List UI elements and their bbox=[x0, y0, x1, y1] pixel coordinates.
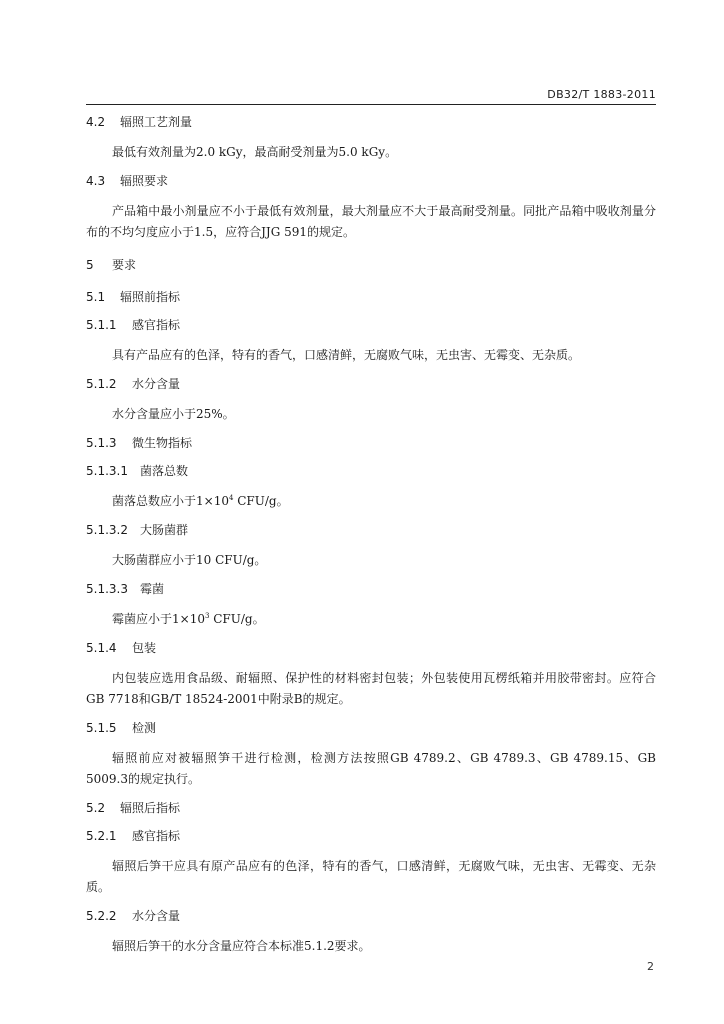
heading-5-1-3 bbox=[86, 435, 656, 451]
section-title: 大肠菌群 bbox=[140, 523, 189, 537]
paragraph-5-2-2: 辐照后笋干的水分含量应符合本标准5.1.2要求。 bbox=[112, 939, 371, 953]
section-title: 要求 bbox=[112, 258, 137, 272]
heading-4-2 bbox=[86, 114, 656, 130]
section-number: 5.1.4 bbox=[86, 641, 117, 655]
paragraph-4-2: 最低有效剂量为2.0 kGy，最高耐受剂量为5.0 kGy。 bbox=[112, 145, 398, 159]
heading-5-1-2 bbox=[86, 376, 656, 392]
paragraph-5-1-3-3 bbox=[86, 609, 656, 630]
text-part: 菌落总数应小于1×10 bbox=[112, 494, 229, 508]
heading-5-1-3-1 bbox=[86, 463, 656, 479]
section-title: 霉菌 bbox=[140, 582, 165, 596]
section-number: 5.1.2 bbox=[86, 377, 117, 391]
section-title: 检测 bbox=[132, 721, 157, 735]
heading-5-2-1 bbox=[86, 828, 656, 844]
text-part: CFU/g。 bbox=[209, 612, 265, 626]
text-part: 霉菌应小于1×10 bbox=[112, 612, 205, 626]
section-title: 微生物指标 bbox=[132, 436, 193, 450]
section-title: 辐照后指标 bbox=[120, 801, 181, 815]
heading-4-3 bbox=[86, 173, 656, 189]
section-title: 辐照要求 bbox=[120, 174, 169, 188]
section-title: 水分含量 bbox=[132, 909, 181, 923]
section-number: 5.1.5 bbox=[86, 721, 117, 735]
section-title: 感官指标 bbox=[132, 318, 181, 332]
heading-5-1-5 bbox=[86, 720, 656, 736]
text-part: CFU/g。 bbox=[233, 494, 289, 508]
heading-5-2 bbox=[86, 800, 656, 816]
section-number: 5.2.1 bbox=[86, 829, 117, 843]
section-title: 菌落总数 bbox=[140, 464, 189, 478]
section-number: 4.3 bbox=[86, 174, 106, 188]
exponent: 4 bbox=[228, 494, 234, 502]
section-number: 5.2.2 bbox=[86, 909, 117, 923]
section-number: 5.1.3.3 bbox=[86, 582, 128, 596]
paragraph-5-1-4: 内包装应选用食品级、耐辐照、保护性的材料密封包装；外包装使用瓦楞纸箱并用胶带密封。应符合GB 7718和GB/T 18524-2001中附录B的规定。 bbox=[86, 671, 656, 706]
heading-5-1 bbox=[86, 289, 656, 305]
section-number: 5.1.3.1 bbox=[86, 464, 128, 478]
page-number: 2 bbox=[647, 960, 654, 973]
header-rule bbox=[86, 104, 656, 105]
paragraph-5-1-3-1 bbox=[86, 491, 656, 512]
section-title: 感官指标 bbox=[132, 829, 181, 843]
section-title: 辐照前指标 bbox=[120, 290, 181, 304]
paragraph-5-1-3-2: 大肠菌群应小于10 CFU/g。 bbox=[112, 553, 267, 567]
heading-5-1-1 bbox=[86, 317, 656, 333]
paragraph-5-1-1: 具有产品应有的色泽，特有的香气，口感清鲜，无腐败气味，无虫害、无霉变、无杂质。 bbox=[112, 348, 581, 362]
paragraph-5-1-2: 水分含量应小于25%。 bbox=[112, 407, 235, 421]
heading-5-1-4 bbox=[86, 640, 656, 656]
section-number: 5.1.1 bbox=[86, 318, 117, 332]
section-number: 4.2 bbox=[86, 115, 106, 129]
heading-5-2-2 bbox=[86, 908, 656, 924]
heading-5 bbox=[86, 257, 656, 273]
exponent: 3 bbox=[204, 612, 210, 620]
section-number: 5.1.3.2 bbox=[86, 523, 128, 537]
section-number: 5.2 bbox=[86, 801, 106, 815]
section-number: 5.1.3 bbox=[86, 436, 117, 450]
paragraph-5-2-1: 辐照后笋干应具有原产品应有的色泽，特有的香气，口感清鲜，无腐败气味，无虫害、无霉变、无杂质。 bbox=[86, 859, 656, 894]
heading-5-1-3-3 bbox=[86, 581, 656, 597]
heading-5-1-3-2 bbox=[86, 522, 656, 538]
paragraph-4-3: 产品箱中最小剂量应不小于最低有效剂量，最大剂量应不大于最高耐受剂量。同批产品箱中吸收剂量分布的不均匀度应小于1.5，应符合JJG 591的规定。 bbox=[86, 204, 656, 239]
document-body bbox=[86, 108, 656, 967]
section-title: 辐照工艺剂量 bbox=[120, 115, 193, 129]
section-number: 5.1 bbox=[86, 290, 106, 304]
section-number: 5 bbox=[86, 258, 94, 272]
section-title: 包装 bbox=[132, 641, 157, 655]
document-code: DB32/T 1883-2011 bbox=[547, 88, 656, 101]
section-title: 水分含量 bbox=[132, 377, 181, 391]
paragraph-5-1-5: 辐照前应对被辐照笋干进行检测，检测方法按照GB 4789.2、GB 4789.3、GB 4789.15、GB 5009.3的规定执行。 bbox=[86, 751, 656, 786]
